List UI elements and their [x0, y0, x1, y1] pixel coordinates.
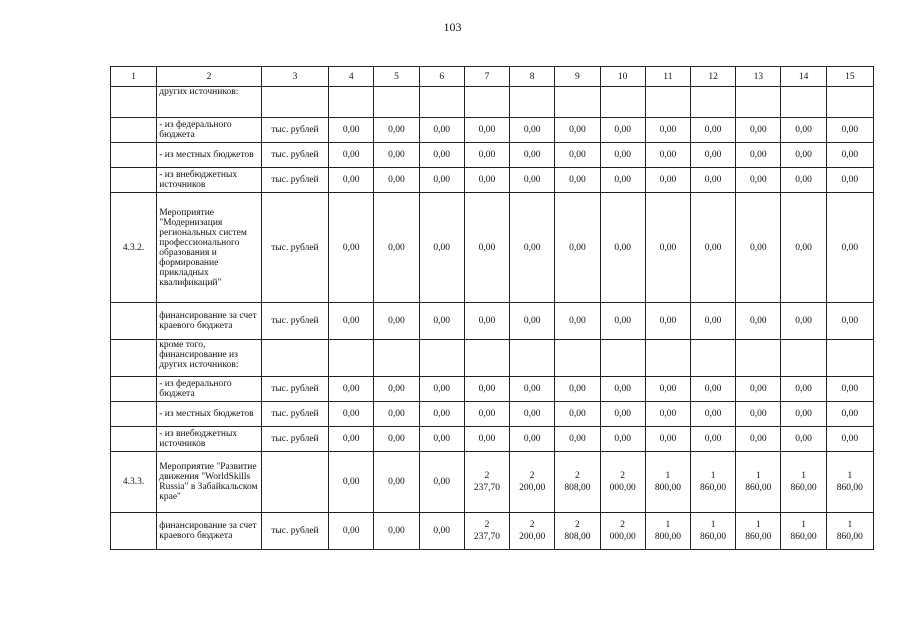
value-cell: 0,00: [419, 452, 464, 513]
value-cell: 0,00: [826, 427, 873, 452]
row-unit: тыс. рублей: [261, 168, 328, 193]
row-unit: тыс. рублей: [261, 303, 328, 340]
row-name: других источников:: [157, 87, 262, 118]
value-cell: [736, 87, 781, 118]
value-cell: 0,00: [510, 402, 555, 427]
value-cell: 0,00: [600, 193, 645, 303]
value-cell: 0,00: [329, 193, 374, 303]
value-cell: 0,00: [419, 427, 464, 452]
column-header: 4: [329, 67, 374, 87]
value-cell: 0,00: [781, 427, 826, 452]
column-header: 1: [111, 67, 157, 87]
value-cell: 0,00: [419, 377, 464, 402]
value-cell: 0,00: [464, 427, 509, 452]
value-cell: 0,00: [464, 118, 509, 143]
column-header: 2: [157, 67, 262, 87]
value-cell: 0,00: [691, 118, 736, 143]
value-cell: 0,00: [600, 303, 645, 340]
row-number: [111, 513, 157, 550]
value-cell: 0,00: [419, 513, 464, 550]
row-unit: тыс. рублей: [261, 143, 328, 168]
value-cell: 0,00: [691, 168, 736, 193]
value-cell: 1 860,00: [781, 452, 826, 513]
row-unit: тыс. рублей: [261, 377, 328, 402]
row-name: - из федерального бюджета: [157, 118, 262, 143]
value-cell: 0,00: [510, 143, 555, 168]
value-cell: 0,00: [555, 402, 600, 427]
row-number: [111, 118, 157, 143]
value-cell: 0,00: [781, 118, 826, 143]
value-cell: 0,00: [645, 377, 690, 402]
value-cell: [510, 340, 555, 377]
value-cell: [510, 87, 555, 118]
value-cell: 0,00: [374, 513, 419, 550]
row-unit: тыс. рублей: [261, 513, 328, 550]
value-cell: [645, 340, 690, 377]
value-cell: [555, 87, 600, 118]
value-cell: 0,00: [419, 143, 464, 168]
value-cell: 0,00: [691, 377, 736, 402]
table-header-row: [111, 67, 874, 87]
row-number: [111, 427, 157, 452]
value-cell: 0,00: [645, 402, 690, 427]
value-cell: 0,00: [781, 193, 826, 303]
value-cell: [645, 87, 690, 118]
value-cell: 0,00: [329, 513, 374, 550]
value-cell: 0,00: [691, 193, 736, 303]
value-cell: 0,00: [691, 303, 736, 340]
row-name: - из внебюджетных источников: [157, 168, 262, 193]
value-cell: 0,00: [736, 193, 781, 303]
row-name: - из местных бюджетов: [157, 143, 262, 168]
value-cell: [464, 87, 509, 118]
value-cell: 1 800,00: [645, 452, 690, 513]
value-cell: [464, 340, 509, 377]
row-number: [111, 143, 157, 168]
value-cell: 0,00: [555, 427, 600, 452]
column-header: 15: [826, 67, 873, 87]
row-number: [111, 87, 157, 118]
value-cell: 0,00: [826, 377, 873, 402]
row-name: кроме того, финансирование из других источников:: [157, 340, 262, 377]
value-cell: 0,00: [736, 427, 781, 452]
value-cell: 0,00: [329, 143, 374, 168]
value-cell: 0,00: [645, 427, 690, 452]
value-cell: 0,00: [691, 427, 736, 452]
value-cell: [419, 340, 464, 377]
value-cell: 0,00: [329, 168, 374, 193]
value-cell: 0,00: [781, 303, 826, 340]
table-row: [111, 87, 874, 118]
column-header: 13: [736, 67, 781, 87]
value-cell: 0,00: [419, 303, 464, 340]
value-cell: [826, 87, 873, 118]
value-cell: 0,00: [464, 143, 509, 168]
value-cell: 0,00: [555, 377, 600, 402]
value-cell: [374, 87, 419, 118]
column-header: 6: [419, 67, 464, 87]
row-name: - из внебюджетных источников: [157, 427, 262, 452]
column-header: 14: [781, 67, 826, 87]
value-cell: 2 237,70: [464, 513, 509, 550]
value-cell: 0,00: [826, 402, 873, 427]
value-cell: 0,00: [374, 377, 419, 402]
value-cell: 1 860,00: [736, 513, 781, 550]
value-cell: 0,00: [691, 143, 736, 168]
value-cell: 0,00: [555, 118, 600, 143]
value-cell: 0,00: [510, 118, 555, 143]
value-cell: 2 200,00: [510, 452, 555, 513]
value-cell: 0,00: [736, 402, 781, 427]
row-number: [111, 402, 157, 427]
table-row: [111, 513, 874, 550]
value-cell: [419, 87, 464, 118]
row-name: - из федерального бюджета: [157, 377, 262, 402]
row-unit: тыс. рублей: [261, 402, 328, 427]
value-cell: 0,00: [691, 402, 736, 427]
value-cell: 0,00: [600, 427, 645, 452]
value-cell: 0,00: [736, 303, 781, 340]
row-unit: тыс. рублей: [261, 118, 328, 143]
row-unit: тыс. рублей: [261, 193, 328, 303]
value-cell: 1 860,00: [736, 452, 781, 513]
value-cell: 0,00: [329, 118, 374, 143]
value-cell: [329, 87, 374, 118]
value-cell: 0,00: [781, 168, 826, 193]
table-body: [111, 67, 874, 550]
value-cell: 2 808,00: [555, 452, 600, 513]
value-cell: 0,00: [419, 168, 464, 193]
row-number: [111, 340, 157, 377]
page-number: 103: [443, 20, 462, 34]
column-header: 5: [374, 67, 419, 87]
value-cell: 0,00: [600, 377, 645, 402]
value-cell: 1 860,00: [691, 513, 736, 550]
table-row: [111, 118, 874, 143]
value-cell: [781, 87, 826, 118]
value-cell: 0,00: [510, 303, 555, 340]
value-cell: 0,00: [329, 377, 374, 402]
row-unit: [261, 87, 328, 118]
value-cell: 0,00: [600, 402, 645, 427]
value-cell: 0,00: [645, 303, 690, 340]
value-cell: [600, 87, 645, 118]
value-cell: [691, 87, 736, 118]
column-header: 7: [464, 67, 509, 87]
value-cell: 0,00: [781, 402, 826, 427]
value-cell: [691, 340, 736, 377]
value-cell: [374, 340, 419, 377]
value-cell: 1 860,00: [691, 452, 736, 513]
value-cell: 0,00: [329, 303, 374, 340]
value-cell: 0,00: [555, 193, 600, 303]
row-name: - из местных бюджетов: [157, 402, 262, 427]
value-cell: [781, 340, 826, 377]
value-cell: [329, 340, 374, 377]
value-cell: 0,00: [374, 452, 419, 513]
value-cell: 0,00: [826, 118, 873, 143]
value-cell: 0,00: [826, 168, 873, 193]
value-cell: 0,00: [374, 143, 419, 168]
value-cell: [826, 340, 873, 377]
value-cell: 0,00: [374, 118, 419, 143]
value-cell: 0,00: [419, 402, 464, 427]
value-cell: 2 237,70: [464, 452, 509, 513]
table-row: [111, 143, 874, 168]
value-cell: 0,00: [374, 303, 419, 340]
value-cell: 0,00: [464, 168, 509, 193]
value-cell: 0,00: [510, 427, 555, 452]
value-cell: 0,00: [329, 452, 374, 513]
value-cell: [600, 340, 645, 377]
row-name: финансирование за счет краевого бюджета: [157, 303, 262, 340]
value-cell: 0,00: [555, 303, 600, 340]
value-cell: 0,00: [374, 402, 419, 427]
value-cell: 0,00: [510, 168, 555, 193]
table-row: [111, 452, 874, 513]
value-cell: 0,00: [600, 168, 645, 193]
value-cell: 1 800,00: [645, 513, 690, 550]
value-cell: 0,00: [374, 193, 419, 303]
value-cell: 0,00: [329, 402, 374, 427]
budget-table: [110, 66, 874, 550]
table-row: [111, 168, 874, 193]
value-cell: 0,00: [781, 377, 826, 402]
value-cell: 2 000,00: [600, 513, 645, 550]
value-cell: 0,00: [374, 168, 419, 193]
value-cell: 0,00: [464, 402, 509, 427]
value-cell: 0,00: [781, 143, 826, 168]
column-header: 3: [261, 67, 328, 87]
value-cell: 0,00: [645, 118, 690, 143]
row-number: [111, 168, 157, 193]
value-cell: [736, 340, 781, 377]
row-number: 4.3.2.: [111, 193, 157, 303]
value-cell: 0,00: [826, 303, 873, 340]
value-cell: 0,00: [419, 118, 464, 143]
value-cell: 0,00: [555, 168, 600, 193]
value-cell: 0,00: [826, 143, 873, 168]
row-unit: [261, 452, 328, 513]
value-cell: 1 860,00: [781, 513, 826, 550]
table-row: [111, 193, 874, 303]
value-cell: 0,00: [826, 193, 873, 303]
column-header: 9: [555, 67, 600, 87]
row-name: Мероприятие "Развитие движения "WorldSkills Russia" в Забайкальском крае": [157, 452, 262, 513]
row-number: 4.3.3.: [111, 452, 157, 513]
value-cell: 0,00: [645, 168, 690, 193]
table-row: [111, 340, 874, 377]
value-cell: 0,00: [510, 377, 555, 402]
row-unit: [261, 340, 328, 377]
value-cell: 2 000,00: [600, 452, 645, 513]
value-cell: 0,00: [645, 193, 690, 303]
value-cell: 0,00: [600, 143, 645, 168]
value-cell: 0,00: [464, 377, 509, 402]
table-row: [111, 377, 874, 402]
row-number: [111, 303, 157, 340]
row-unit: тыс. рублей: [261, 427, 328, 452]
value-cell: 0,00: [645, 143, 690, 168]
value-cell: 2 808,00: [555, 513, 600, 550]
column-header: 10: [600, 67, 645, 87]
value-cell: 0,00: [510, 193, 555, 303]
value-cell: 1 860,00: [826, 452, 873, 513]
row-name: Мероприятие "Модернизация региональных систем профессионального образования и формирование прикладных квалификаций": [157, 193, 262, 303]
column-header: 11: [645, 67, 690, 87]
value-cell: 0,00: [464, 303, 509, 340]
value-cell: [555, 340, 600, 377]
row-number: [111, 377, 157, 402]
table-row: [111, 402, 874, 427]
value-cell: 0,00: [736, 377, 781, 402]
value-cell: 0,00: [736, 118, 781, 143]
value-cell: 0,00: [555, 143, 600, 168]
value-cell: 0,00: [329, 427, 374, 452]
value-cell: 0,00: [464, 193, 509, 303]
column-header: 12: [691, 67, 736, 87]
value-cell: 0,00: [600, 118, 645, 143]
table-row: [111, 303, 874, 340]
value-cell: 2 200,00: [510, 513, 555, 550]
value-cell: 1 860,00: [826, 513, 873, 550]
value-cell: 0,00: [736, 168, 781, 193]
value-cell: 0,00: [374, 427, 419, 452]
row-name: финансирование за счет краевого бюджета: [157, 513, 262, 550]
column-header: 8: [510, 67, 555, 87]
table-row: [111, 427, 874, 452]
value-cell: 0,00: [736, 143, 781, 168]
value-cell: 0,00: [419, 193, 464, 303]
